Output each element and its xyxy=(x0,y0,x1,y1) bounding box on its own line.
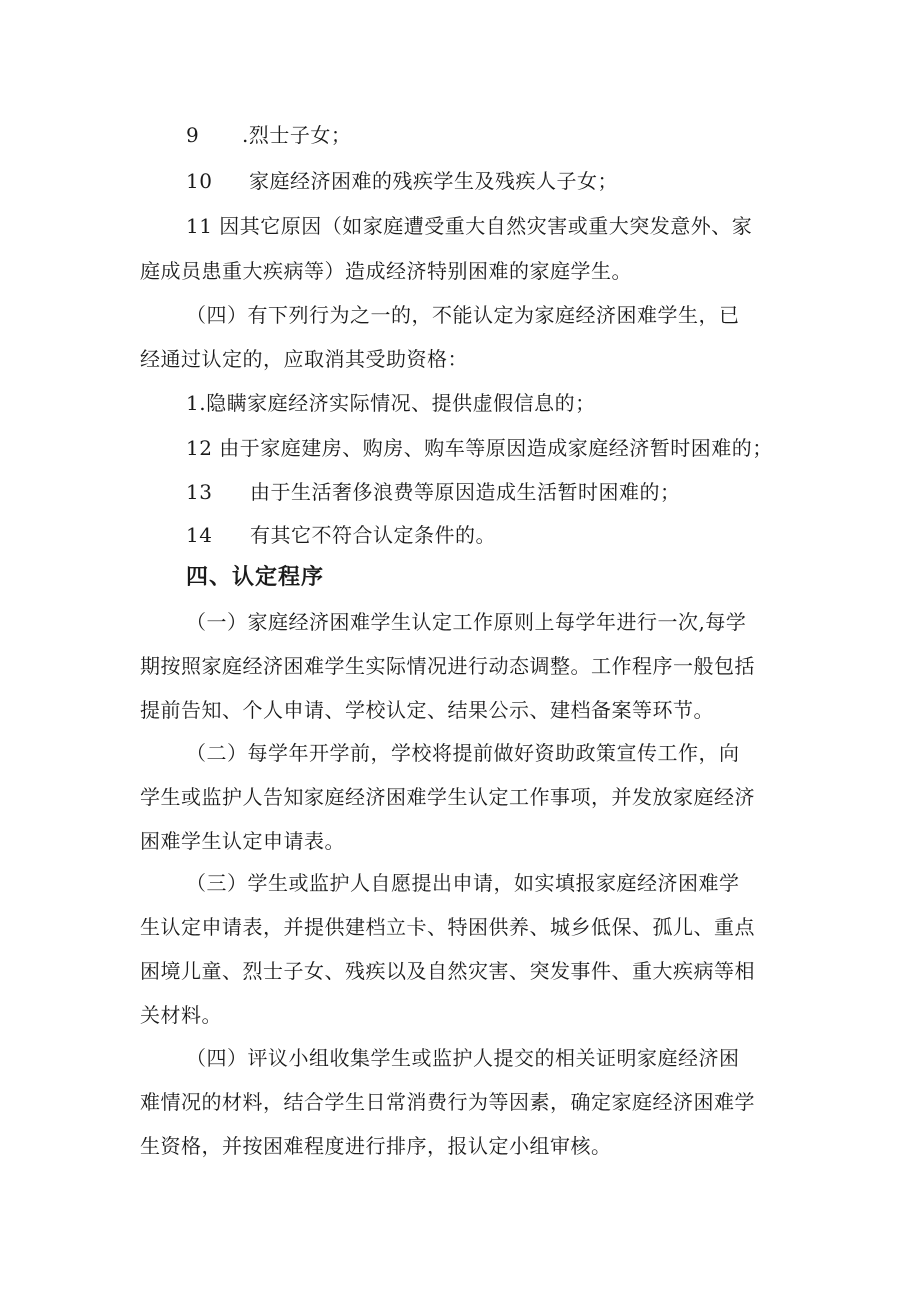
paragraph-line: 难情况的材料，结合学生日常消费行为等因素，确定家庭经济困难学 xyxy=(140,1090,755,1114)
list-item-11-line1: 11 因其它原因（如家庭遭受重大自然灾害或重大突发意外、家 xyxy=(186,214,753,238)
paragraph-line: 困境儿童、烈士子女、残疾以及自然灾害、突发事件、重大疾病等相 xyxy=(140,959,755,983)
item-number: 14 xyxy=(186,523,213,547)
paragraph-line: 经通过认定的，应取消其受助资格： xyxy=(140,347,468,371)
list-item-10 xyxy=(186,168,618,194)
paragraph-line: 生资格，并按困难程度进行排序，报认定小组审核。 xyxy=(140,1134,612,1158)
section-heading: 四、认定程序 xyxy=(186,565,325,590)
disqual-item-12: 12 由于家庭建房、购房、购车等原因造成家庭经济暂时困难的； xyxy=(186,436,773,460)
item-number: 13 xyxy=(186,480,213,504)
paragraph-line: 生认定申请表，并提供建档立卡、特困供养、城乡低保、孤儿、重点 xyxy=(140,915,755,939)
paragraph-line: （四）评议小组收集学生或监护人提交的相关证明家庭经济困 xyxy=(186,1046,740,1070)
paragraph-line: （四）有下列行为之一的，不能认定为家庭经济困难学生，已 xyxy=(186,303,740,327)
item-text: 由于生活奢侈浪费等原因造成生活暂时困难的； xyxy=(250,480,681,504)
item-number: 9 xyxy=(186,123,200,147)
list-item-11-line2: 庭成员患重大疾病等）造成经济特别困难的家庭学生。 xyxy=(140,259,632,283)
paragraph-line: 期按照家庭经济困难学生实际情况进行动态调整。工作程序一般包括 xyxy=(140,654,755,678)
disqual-item-14 xyxy=(186,522,496,548)
item-text: 有其它不符合认定条件的。 xyxy=(250,523,496,547)
paragraph-line: 学生或监护人告知家庭经济困难学生认定工作事项，并发放家庭经济 xyxy=(140,785,755,809)
item-text: 家庭经济困难的残疾学生及残疾人子女； xyxy=(249,169,618,193)
paragraph-line: （二）每学年开学前，学校将提前做好资助政策宣传工作，向 xyxy=(186,741,740,765)
item-number: 10 xyxy=(186,169,213,193)
disqual-item-1: 1.隐瞒家庭经济实际情况、提供虚假信息的； xyxy=(186,391,596,415)
item-text: .烈士子女； xyxy=(242,123,352,147)
paragraph-line: 困难学生认定申请表。 xyxy=(140,829,345,853)
list-item-9 xyxy=(186,122,351,148)
disqual-item-13 xyxy=(186,479,681,505)
paragraph-line: （三）学生或监护人自愿提出申请，如实填报家庭经济困难学 xyxy=(186,871,740,895)
paragraph-line: 关材料。 xyxy=(140,1003,222,1027)
paragraph-line: 提前告知、个人申请、学校认定、结果公示、建档备案等环节。 xyxy=(140,698,714,722)
paragraph-line: （一）家庭经济困难学生认定工作原则上每学年进行一次,每学 xyxy=(186,610,747,634)
